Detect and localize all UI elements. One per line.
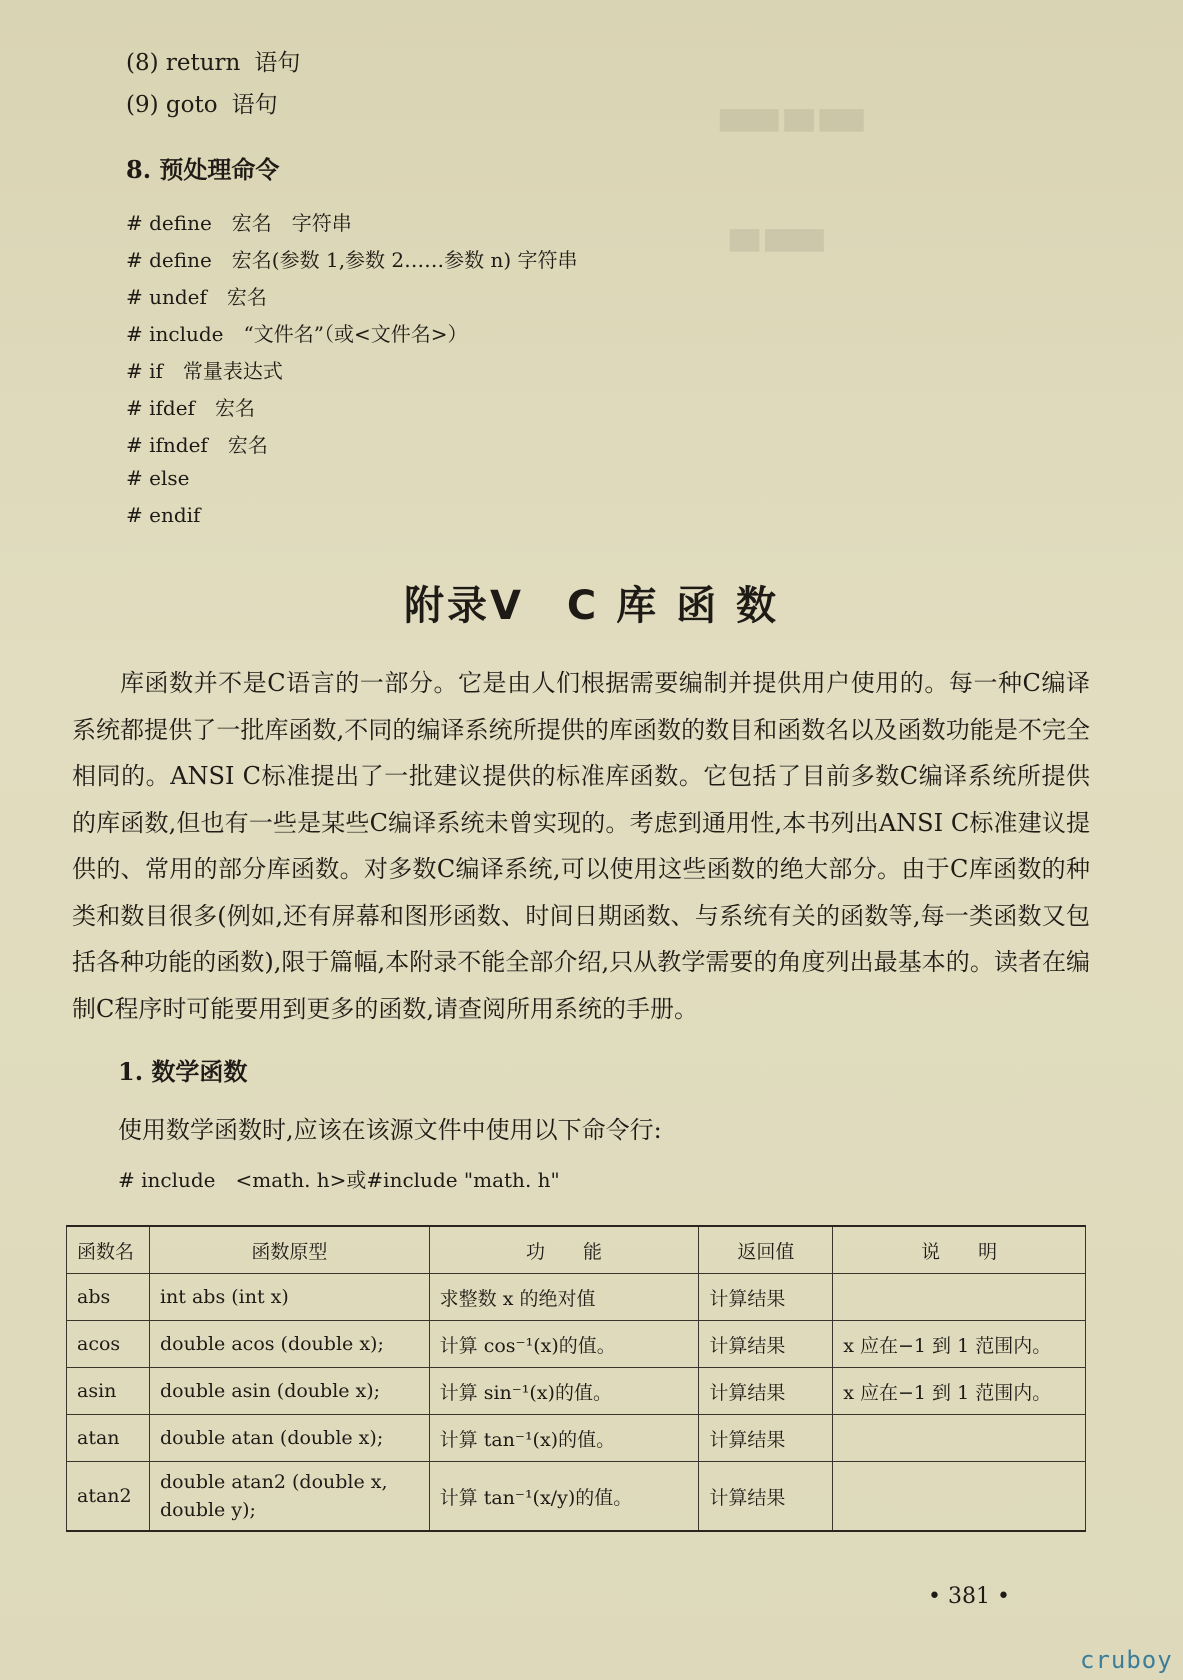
- function-cell: 计算 cos⁻¹(x)的值。: [429, 1321, 699, 1368]
- column-header: 功 能: [429, 1226, 699, 1274]
- preprocessor-command: # ifndef 宏名: [126, 433, 268, 457]
- preprocessor-command: # undef 宏名: [126, 285, 267, 309]
- function-name-cell: abs: [67, 1274, 150, 1321]
- preprocessor-command: # define 宏名 字符串: [126, 211, 352, 235]
- table-row: [67, 1462, 1086, 1532]
- column-header: 函数原型: [149, 1226, 429, 1274]
- notes-cell: [833, 1415, 1086, 1462]
- prototype-cell: double atan (double x);: [149, 1415, 429, 1462]
- preprocessor-command: # endif: [126, 503, 201, 527]
- table-header-row: [67, 1226, 1086, 1274]
- notes-cell: x 应在−1 到 1 范围内。: [833, 1321, 1086, 1368]
- return-cell: 计算结果: [699, 1368, 833, 1415]
- appendix-title: 附录Ⅴ C 库 函 数: [403, 583, 780, 629]
- column-header: 说 明: [833, 1226, 1086, 1274]
- function-cell: 计算 tan⁻¹(x/y)的值。: [429, 1462, 699, 1532]
- function-name-cell: atan2: [67, 1462, 150, 1532]
- table-row: [67, 1368, 1086, 1415]
- preprocessor-command: # else: [126, 466, 190, 490]
- function-cell: 计算 tan⁻¹(x)的值。: [429, 1415, 699, 1462]
- function-name-cell: asin: [67, 1368, 150, 1415]
- prototype-cell: double atan2 (double x, double y);: [149, 1462, 429, 1532]
- return-cell: 计算结果: [699, 1462, 833, 1532]
- statement-item-return: (8) return 语句: [126, 50, 301, 76]
- notes-cell: [833, 1274, 1086, 1321]
- math-functions-table: [66, 1225, 1086, 1532]
- return-cell: 计算结果: [699, 1321, 833, 1368]
- function-cell: 求整数 x 的绝对值: [429, 1274, 699, 1321]
- intro-paragraph: 库函数并不是C语言的一部分。它是由人们根据需要编制并提供用户使用的。每一种C编译系统都提供了一批库函数,不同的编译系统所提供的库函数的数目和函数名以及函数功能是不完全相同的。ANSI C标准提出了一批建议提供的标准库函数。它包括了目前多数C编译系统所提供的库函数,但也有一些是某些C编译系统未曾实现的。考虑到通用性,本书列出ANSI C标准建议提供的、常用的部分库函数。对多数C编译系统,可以使用这些函数的绝大部分。由于C库函数的种类和数目很多(例如,还有屏幕和图形函数、时间日期函数、与系统有关的函数等,每一类函数又包括各种功能的函数),限于篇幅,本附录不能全部介绍,只从教学需要的角度列出最基本的。读者在编制C程序时可能要用到更多的函数,请查阅所用系统的手册。: [72, 669, 1090, 1023]
- bleed-through-text: ███ ██ ████: [720, 110, 864, 132]
- preprocessor-command: # define 宏名(参数 1,参数 2……参数 n) 字符串: [126, 248, 578, 272]
- include-line: # include <math. h>或#include "math. h": [118, 1168, 560, 1192]
- column-header: 函数名: [67, 1226, 150, 1274]
- math-usage-note: 使用数学函数时,应该在该源文件中使用以下命令行:: [118, 1116, 662, 1144]
- preprocessor-command: # if 常量表达式: [126, 359, 283, 383]
- function-name-cell: acos: [67, 1321, 150, 1368]
- notes-cell: x 应在−1 到 1 范围内。: [833, 1368, 1086, 1415]
- watermark: cruboy: [1080, 1646, 1173, 1674]
- preprocessor-command: # ifdef 宏名: [126, 396, 255, 420]
- return-cell: 计算结果: [699, 1274, 833, 1321]
- function-cell: 计算 sin⁻¹(x)的值。: [429, 1368, 699, 1415]
- section-title-math: 1. 数学函数: [118, 1057, 248, 1086]
- return-cell: 计算结果: [699, 1415, 833, 1462]
- column-header: 返回值: [699, 1226, 833, 1274]
- bleed-through-text: ████ ██: [730, 230, 824, 252]
- prototype-cell: double asin (double x);: [149, 1368, 429, 1415]
- prototype-cell: double acos (double x);: [149, 1321, 429, 1368]
- section-title-preprocessor: 8. 预处理命令: [126, 155, 280, 184]
- prototype-cell: int abs (int x): [149, 1274, 429, 1321]
- page-number: • 381 •: [928, 1584, 1010, 1609]
- preprocessor-command: # include “文件名”（或<文件名>）: [126, 322, 468, 346]
- function-name-cell: atan: [67, 1415, 150, 1462]
- table-row: [67, 1274, 1086, 1321]
- table-row: [67, 1321, 1086, 1368]
- table-row: [67, 1415, 1086, 1462]
- statement-item-goto: (9) goto 语句: [126, 92, 278, 118]
- notes-cell: [833, 1462, 1086, 1532]
